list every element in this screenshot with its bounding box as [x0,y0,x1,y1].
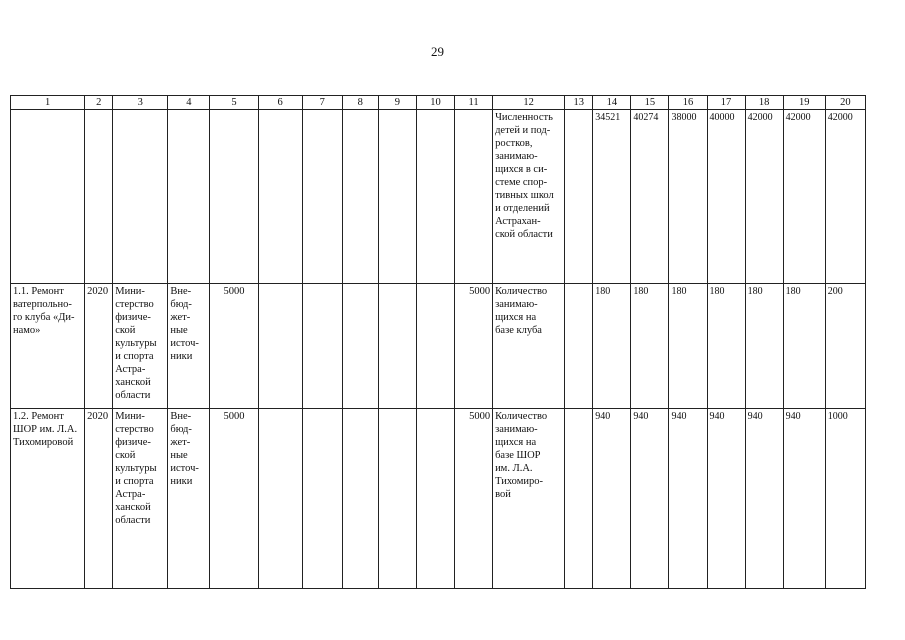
empty-cell [258,284,302,409]
column-header: 15 [631,96,669,110]
column-header: 2 [85,96,113,110]
value-cell: 180 [707,284,745,409]
empty-cell [342,409,378,589]
value-cell: 42000 [783,110,825,284]
value-cell: 180 [631,284,669,409]
amount-cell: 5000 [210,409,258,589]
value-cell: 42000 [825,110,865,284]
empty-cell [378,409,416,589]
column-header: 18 [745,96,783,110]
column-header: 3 [113,96,168,110]
total-cell: 5000 [454,409,492,589]
column-header: 14 [593,96,631,110]
column-header: 8 [342,96,378,110]
responsible-cell: Мини- стерство физиче- ской культуры и спорта Астра- ханской области [113,284,168,409]
column-header: 9 [378,96,416,110]
funding-source-cell [168,110,210,284]
table-row [11,409,866,589]
column-header: 4 [168,96,210,110]
value-cell: 180 [745,284,783,409]
year-cell: 2020 [85,409,113,589]
table-row [11,110,866,284]
empty-cell [258,409,302,589]
year-cell [85,110,113,284]
empty-cell [342,110,378,284]
empty-cell [258,110,302,284]
empty-cell [302,110,342,284]
value-cell: 940 [631,409,669,589]
value-cell: 40274 [631,110,669,284]
value-cell: 180 [669,284,707,409]
indicator-cell: Количество занимаю- щихся на базе ШОР им. Л.А. Тихомиро- вой [493,409,565,589]
column-header: 13 [565,96,593,110]
column-header: 20 [825,96,865,110]
column-header: 7 [302,96,342,110]
value-cell: 940 [707,409,745,589]
total-cell [454,110,492,284]
responsible-cell: Мини- стерство физиче- ской культуры и спорта Астра- ханской области [113,409,168,589]
amount-cell: 5000 [210,284,258,409]
empty-cell [565,409,593,589]
column-header: 16 [669,96,707,110]
value-cell: 180 [783,284,825,409]
column-header: 6 [258,96,302,110]
value-cell: 180 [593,284,631,409]
column-header: 10 [416,96,454,110]
event-name [11,110,85,284]
empty-cell [565,110,593,284]
empty-cell [416,284,454,409]
value-cell: 940 [745,409,783,589]
value-cell: 34521 [593,110,631,284]
value-cell: 42000 [745,110,783,284]
event-name: 1.2. Ремонт ШОР им. Л.А. Тихомировой [11,409,85,589]
indicator-cell: Численность детей и под- ростков, занимаю- щихся в си- стеме спор- тивных школ и отделений Астрахан- ской области [493,110,565,284]
value-cell: 940 [783,409,825,589]
empty-cell [565,284,593,409]
value-cell: 200 [825,284,865,409]
value-cell: 40000 [707,110,745,284]
value-cell: 1000 [825,409,865,589]
column-header: 12 [493,96,565,110]
column-header: 1 [11,96,85,110]
empty-cell [342,284,378,409]
empty-cell [378,110,416,284]
empty-cell [416,409,454,589]
event-name: 1.1. Ремонт ватерпольно- го клуба «Ди- намо» [11,284,85,409]
funding-source-cell: Вне- бюд- жет- ные источ- ники [168,409,210,589]
year-cell: 2020 [85,284,113,409]
header-row [11,96,866,110]
program-table [10,95,866,589]
value-cell: 940 [669,409,707,589]
column-header: 5 [210,96,258,110]
funding-source-cell: Вне- бюд- жет- ные источ- ники [168,284,210,409]
empty-cell [378,284,416,409]
column-header: 19 [783,96,825,110]
amount-cell [210,110,258,284]
page-number: 29 [431,44,444,59]
total-cell: 5000 [454,284,492,409]
column-header: 11 [454,96,492,110]
value-cell: 38000 [669,110,707,284]
responsible-cell [113,110,168,284]
value-cell: 940 [593,409,631,589]
table-row [11,284,866,409]
indicator-cell: Количество занимаю- щихся на базе клуба [493,284,565,409]
empty-cell [302,409,342,589]
column-header: 17 [707,96,745,110]
empty-cell [302,284,342,409]
empty-cell [416,110,454,284]
